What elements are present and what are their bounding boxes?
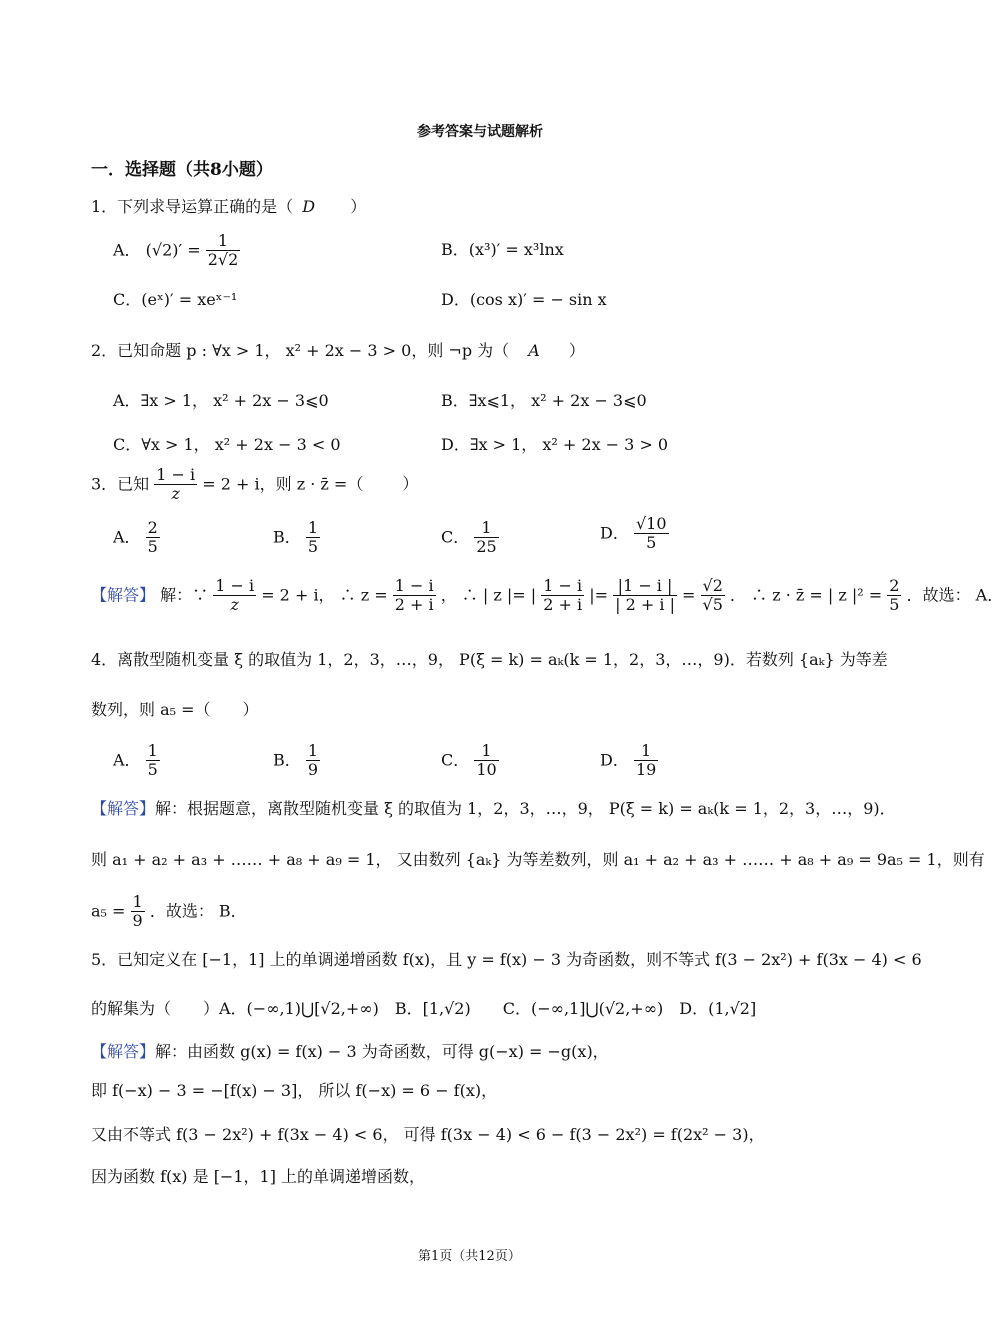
q3-stem-mid: = 2 + i，则 z · z̄ =（ <box>202 474 364 494</box>
q3-solution-frac-4-num: |1 − i | <box>613 577 677 596</box>
q3-stem <box>91 466 418 504</box>
q4-solution-text-1: 解：根据题意，离散型随机变量 ξ 的取值为 1，2，3，…，9， P(ξ = k) = aₖ(k = 1，2，3，…，9)． <box>155 799 896 818</box>
q4-solution-line-1 <box>91 801 896 817</box>
q1-answer: D <box>302 197 316 216</box>
q1-option-c: C．(eˣ)′ = xeˣ⁻¹ <box>113 290 238 309</box>
q3-option-d-fraction <box>634 515 669 553</box>
q4-option-d-den: 19 <box>635 760 657 780</box>
q1-option-a-num: 1 <box>206 232 241 251</box>
q4-option-b-num: 1 <box>307 741 319 760</box>
q3-solution-frac-4 <box>613 577 677 615</box>
page-footer: 第1页（共12页） <box>418 1249 521 1264</box>
q3-solution-part-g: ．故选： A． <box>906 585 1003 605</box>
q4-stem-line-2: 数列，则 a₅ =（ ） <box>91 700 259 719</box>
q1-option-a-fraction <box>206 232 241 270</box>
q1-option-b: B．(x³)′ = x³lnx <box>441 240 564 259</box>
q2-option-b: B．∃x⩽1， x² + 2x − 3⩽0 <box>441 391 647 410</box>
q4-option-c-den: 10 <box>476 760 497 780</box>
q3-option-a-fraction <box>146 519 160 557</box>
q4-solution-fraction <box>131 893 145 931</box>
q4-stem-line-1: 4．离散型随机变量 ξ 的取值为 1，2，3，…，9， P(ξ = k) = aₖ(k = 1，2，3，…，9)．若数列 {aₖ} 为等差 <box>91 650 888 669</box>
q4-option-b-den: 9 <box>307 760 319 780</box>
q2-stem-close: ） <box>568 341 585 360</box>
q1-option-a-label: A． <box>113 240 141 260</box>
q5-solution-line-1 <box>91 1044 609 1060</box>
q4-solution-tag: 【解答】 <box>91 799 156 818</box>
q3-option-a-label: A． <box>113 527 141 547</box>
q5-solution-text-1: 解：由函数 g(x) = f(x) − 3 为奇函数，可得 g(−x) = −g(x)， <box>155 1042 609 1061</box>
q3-solution-frac-3 <box>541 577 584 615</box>
q3-solution <box>91 577 1003 615</box>
q5-solution-tag: 【解答】 <box>91 1042 156 1061</box>
q1-stem <box>91 199 366 215</box>
q3-option-d-num: √10 <box>635 514 667 533</box>
q3-stem-fraction <box>154 466 197 504</box>
q5-solution-line-3: 又由不等式 f(3 − 2x²) + f(3x − 4) < 6， 可得 f(3x − 4) < 6 − f(3 − 2x²) = f(2x² − 3)， <box>91 1125 765 1144</box>
q2-option-c: C．∀x > 1， x² + 2x − 3 < 0 <box>113 435 341 454</box>
q5-solution-line-4: 因为函数 f(x) 是 [−1，1] 上的单调递增函数， <box>91 1167 426 1186</box>
q4-option-c-label: C． <box>441 750 470 770</box>
q3-stem-close: ） <box>402 474 419 494</box>
q2-option-d: D．∃x > 1， x² + 2x − 3 > 0 <box>441 435 669 454</box>
q4-option-a-den: 5 <box>147 760 158 780</box>
q3-option-b-num: 1 <box>307 518 319 537</box>
q2-option-a: A．∃x > 1， x² + 2x − 3⩽0 <box>113 391 329 410</box>
q3-solution-frac-5-den: √5 <box>702 595 723 615</box>
q3-solution-frac-1-num: 1 − i <box>215 576 255 595</box>
q4-option-c <box>441 742 499 780</box>
q3-option-b-den: 5 <box>307 537 319 557</box>
q5-solution-line-2: 即 f(−x) − 3 = −[f(x) − 3]， 所以 f(−x) = 6 − f(x)， <box>91 1081 498 1100</box>
q3-solution-frac-6 <box>887 577 901 615</box>
q4-option-d-fraction <box>634 742 658 780</box>
q4-solution-line-3 <box>91 893 247 931</box>
q3-stem-num: 1 − i <box>156 465 196 484</box>
q3-option-c-num: 1 <box>474 519 498 538</box>
q3-solution-frac-4-den: | 2 + i | <box>615 595 675 615</box>
q1-option-a-den: 2√2 <box>207 250 239 270</box>
q4-solution-line-3-pre: a₅ = <box>91 901 126 921</box>
document-title: 参考答案与试题解析 <box>417 124 543 140</box>
q3-option-d-label: D． <box>600 523 629 543</box>
q3-solution-tag: 【解答】 <box>91 585 156 605</box>
q4-solution-fraction-num: 1 <box>132 892 143 911</box>
q4-option-d <box>600 742 658 780</box>
q1-option-d: D．(cos x)′ = − sin x <box>441 290 607 309</box>
q4-option-b <box>273 742 320 780</box>
q4-option-b-fraction <box>306 742 320 780</box>
q4-solution-fraction-den: 9 <box>132 911 143 931</box>
q2-stem <box>91 343 585 359</box>
q4-option-a-fraction <box>146 742 160 780</box>
section-heading: 一．选择题（共8小题） <box>91 160 273 180</box>
q2-stem-text: 2．已知命题 p : ∀x > 1， x² + 2x − 3 > 0，则 ¬p 为（ <box>91 341 510 360</box>
q3-solution-frac-2-den: 2 + i <box>394 595 434 615</box>
q4-solution-line-2: 则 a₁ + a₂ + a₃ + …… + a₈ + a₉ = 1， 又由数列 {aₖ} 为等差数列，则 a₁ + a₂ + a₃ + …… + a₈ + a₉ = 9a₅ = 1，则有 <box>91 850 985 869</box>
q3-option-c <box>441 519 499 557</box>
q3-option-b-fraction <box>306 519 320 557</box>
q3-option-c-fraction <box>474 519 498 557</box>
q5-stem-line-1: 5．已知定义在 [−1，1] 上的单调递增函数 f(x)，且 y = f(x) − 3 为奇函数，则不等式 f(3 − 2x²) + f(3x − 4) < 6 <box>91 950 922 969</box>
q3-solution-part-f: ． ∴ z · z̄ = | z |² = <box>730 585 883 605</box>
q3-solution-part-d: |= <box>589 585 609 605</box>
q4-option-a <box>113 742 160 780</box>
q4-option-c-num: 1 <box>474 742 498 761</box>
q3-solution-frac-5 <box>701 577 725 615</box>
q4-option-d-num: 1 <box>634 742 658 761</box>
q3-solution-frac-1 <box>213 577 256 615</box>
q3-solution-frac-6-num: 2 <box>889 576 900 595</box>
q3-option-a-num: 2 <box>147 518 158 537</box>
q3-option-d <box>600 515 669 553</box>
q3-solution-frac-2-num: 1 − i <box>394 576 434 595</box>
q3-option-d-den: 5 <box>646 533 657 553</box>
q3-option-b-label: B． <box>273 527 301 547</box>
q3-solution-part-e: = <box>682 585 696 605</box>
q1-option-a <box>113 232 240 270</box>
q1-stem-close: ） <box>350 197 367 216</box>
q5-stem-line-2: 的解集为（ ）A．(−∞,1)⋃[√2,+∞) B．[1,√2) C．(−∞,1]⋃(√2,+∞) D．(1,√2] <box>91 999 757 1018</box>
q4-option-b-label: B． <box>273 750 301 770</box>
q4-option-d-label: D． <box>600 750 629 770</box>
q4-option-a-label: A． <box>113 750 141 770</box>
q3-solution-part-b: = 2 + i， ∴ z = <box>261 585 388 605</box>
q3-option-c-label: C． <box>441 527 470 547</box>
q3-option-c-den: 25 <box>476 537 497 557</box>
q3-solution-frac-5-num: √2 <box>702 576 723 595</box>
q4-solution-line-3-post: ．故选： B． <box>149 901 247 921</box>
q3-solution-part-a: 解：∵ <box>160 585 209 605</box>
q3-stem-pre: 3．已知 <box>91 474 150 494</box>
q4-option-a-num: 1 <box>147 741 158 760</box>
q3-option-a-den: 5 <box>147 537 158 557</box>
q3-solution-frac-2 <box>393 577 436 615</box>
q3-option-b <box>273 519 320 557</box>
q3-stem-den: z <box>171 484 180 504</box>
q4-option-c-fraction <box>474 742 498 780</box>
q2-answer: A <box>528 341 540 360</box>
q1-stem-text: 1．下列求导运算正确的是（ <box>91 197 294 216</box>
q1-option-a-lhs: (√2)′ = <box>145 240 201 260</box>
q3-solution-frac-6-den: 5 <box>889 595 900 615</box>
q3-option-a <box>113 519 160 557</box>
q3-solution-frac-1-den: z <box>230 595 239 615</box>
q3-solution-part-c: ， ∴ | z |= | <box>440 585 537 605</box>
q3-solution-frac-3-den: 2 + i <box>543 595 583 615</box>
q3-solution-frac-3-num: 1 − i <box>543 576 583 595</box>
